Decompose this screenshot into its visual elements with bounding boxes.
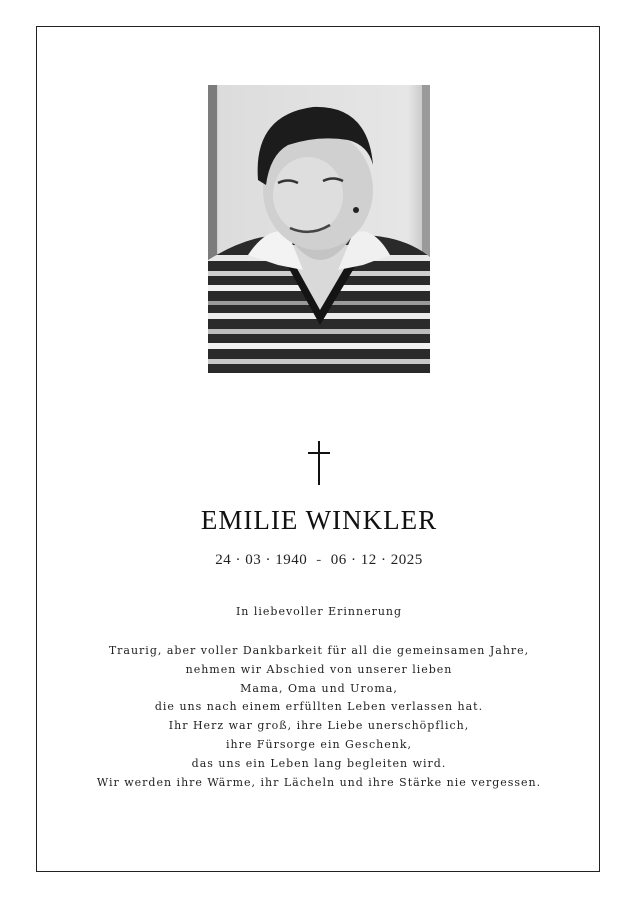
verse-line: Mama, Oma und Uroma,	[240, 681, 398, 695]
verse-line: das uns ein Leben lang begleiten wird.	[191, 756, 447, 770]
latin-cross-icon	[0, 440, 638, 490]
verse-line: nehmen wir Abschied von unserer lieben	[185, 662, 453, 676]
life-dates	[0, 552, 638, 569]
birth-date: 24 · 03 · 1940	[215, 552, 308, 568]
portrait-photo	[208, 85, 430, 373]
verse-line: die uns nach einem erfüllten Leben verlassen hat.	[154, 700, 484, 714]
memorial-subtitle: In liebevoller Erinnerung	[235, 605, 403, 618]
deceased-name: EMILIE WINKLER	[200, 505, 438, 535]
portrait-image	[208, 85, 430, 373]
verse-line: Ihr Herz war groß, ihre Liebe unerschöpflich,	[168, 719, 470, 733]
verse-line: Traurig, aber voller Dankbarkeit für all die gemeinsamen Jahre,	[108, 644, 530, 657]
date-separator: -	[316, 552, 322, 568]
verse-line: Wir werden ihre Wärme, ihr Lächeln und ihre Stärke nie vergessen.	[96, 775, 542, 789]
verse-line: ihre Fürsorge ein Geschenk,	[226, 737, 412, 751]
memorial-verse	[0, 642, 638, 792]
death-date: 06 · 12 · 2025	[330, 552, 423, 568]
